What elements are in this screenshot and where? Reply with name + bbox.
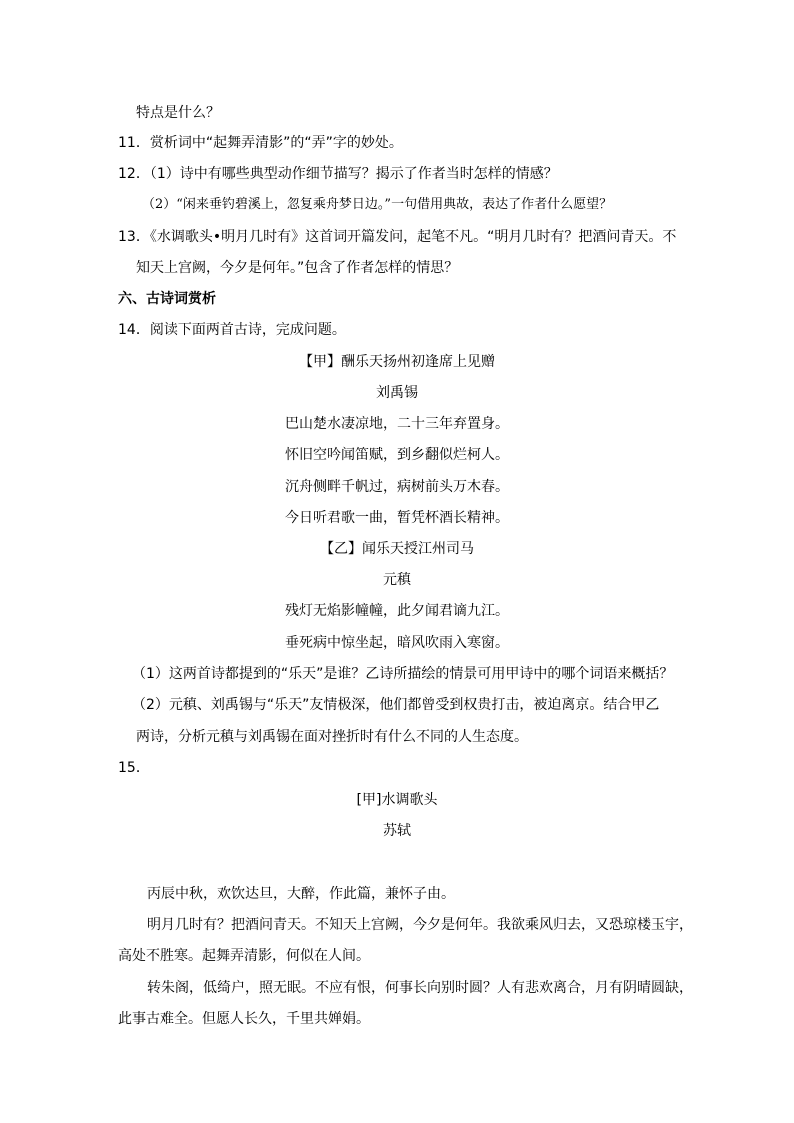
ci-text-line: 此事古难全。但愿人长久，千里共婵娟。 xyxy=(118,1011,370,1027)
question-14-part-2: （2）元稹、刘禹锡与“乐天”友情极深，他们都曾受到权贵打击，被迫离京。结合甲乙 xyxy=(132,697,660,713)
poem-author-yi: 元稹 xyxy=(383,572,411,588)
ci-text-line: 明月几时有？把酒问青天。不知天上宫阙，今夕是何年。我欲乘风归去，又恐琼楼玉宇， xyxy=(147,917,693,933)
question-14-part-2-continued: 两诗，分析元稹与刘禹锡在面对挫折时有什么不同的人生态度。 xyxy=(136,729,528,745)
section-heading: 六、古诗词赏析 xyxy=(118,291,216,307)
poem-author-sushi: 苏轼 xyxy=(383,823,411,839)
poem-title-shuidiao: [甲]水调歌头 xyxy=(356,792,438,808)
text-line: 特点是什么？ xyxy=(136,105,220,121)
poem-line: 怀旧空吟闻笛赋，到乡翻似烂柯人。 xyxy=(285,447,509,463)
question-12-part-2: （2）“闲来垂钓碧溪上，忽复乘舟梦日边。”一句借用典故，表达了作者什么愿望？ xyxy=(142,197,613,212)
question-15: 15． xyxy=(118,760,150,776)
question-13: 13．《水调歌头•明月几时有》这首词开篇发问，起笔不凡。“明月几时有？把酒问青天。不 xyxy=(118,229,677,245)
poem-line: 残灯无焰影幢幢，此夕闻君谪九江。 xyxy=(285,603,509,619)
poem-title-jia: 【甲】酬乐天扬州初逢席上见赠 xyxy=(299,354,495,370)
poem-preface: 丙辰中秋，欢饮达旦，大醉，作此篇，兼怀子由。 xyxy=(147,886,455,902)
ci-text-line: 转朱阁，低绮户，照无眠。不应有恨，何事长向别时圆？人有悲欢离合，月有阴晴圆缺， xyxy=(147,980,693,996)
poem-line: 沉舟侧畔千帆过，病树前头万木春。 xyxy=(285,479,509,495)
ci-text-line: 高处不胜寒。起舞弄清影，何似在人间。 xyxy=(118,948,370,964)
poem-line: 垂死病中惊坐起，暗风吹雨入寒窗。 xyxy=(285,635,509,651)
question-14-part-1: （1）这两首诗都提到的“乐天”是谁？乙诗所描绘的情景可用甲诗中的哪个词语来概括？ xyxy=(132,666,674,682)
poem-line: 巴山楚水凄凉地，二十三年弃置身。 xyxy=(285,416,509,432)
question-13-continued: 知天上宫阙，今夕是何年。”包含了作者怎样的情思？ xyxy=(136,260,459,276)
poem-author-jia: 刘禹锡 xyxy=(376,385,418,401)
poem-line: 今日听君歌一曲，暂凭杯酒长精神。 xyxy=(285,510,509,526)
question-12-part-1: 12．（1）诗中有哪些典型动作细节描写？揭示了作者当时怎样的情感？ xyxy=(118,166,558,182)
poem-title-yi: 【乙】闻乐天授江州司马 xyxy=(320,541,474,557)
question-11: 11．赏析词中“起舞弄清影”的“弄”字的妙处。 xyxy=(118,135,403,151)
question-14: 14．阅读下面两首古诗，完成问题。 xyxy=(118,322,346,338)
